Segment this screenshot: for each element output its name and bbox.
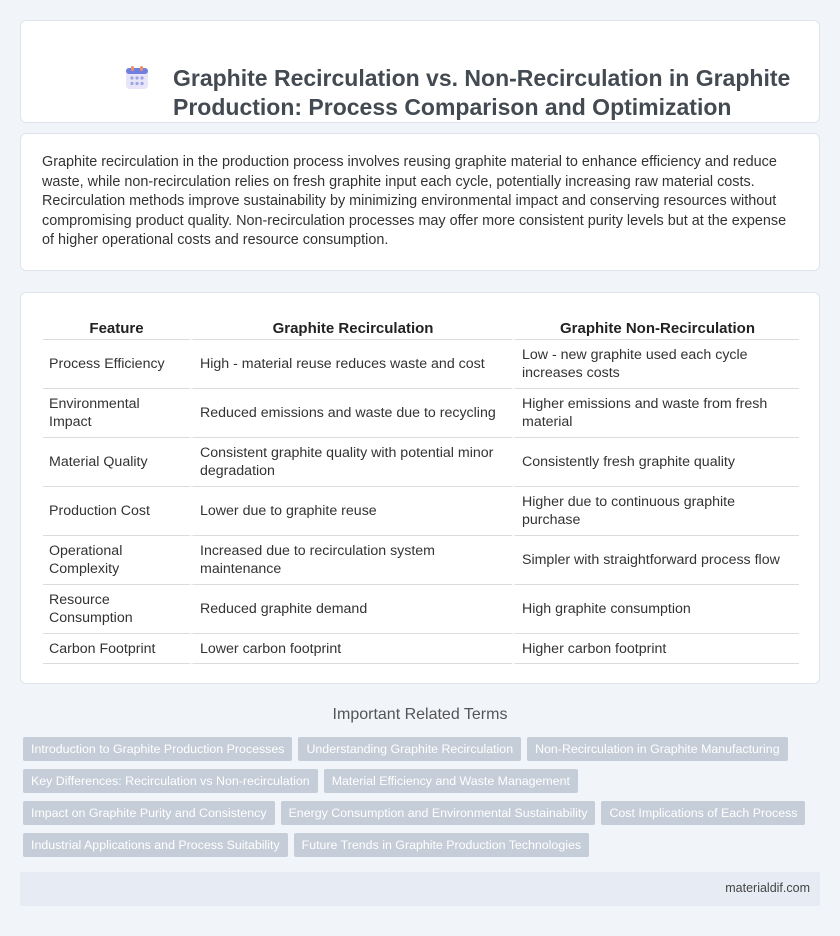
table-header-row bbox=[43, 315, 799, 340]
non-recirculation-cell: High graphite consumption bbox=[512, 585, 799, 634]
related-term-tag[interactable]: Understanding Graphite Recirculation bbox=[298, 737, 521, 761]
recirculation-cell: Reduced graphite demand bbox=[190, 585, 512, 634]
feature-cell: Material Quality bbox=[43, 438, 190, 487]
related-term-tag[interactable]: Introduction to Graphite Production Processes bbox=[23, 737, 292, 761]
table-row bbox=[43, 438, 799, 487]
table-row bbox=[43, 536, 799, 585]
feature-cell: Resource Consumption bbox=[43, 585, 190, 634]
related-term-tag[interactable]: Non-Recirculation in Graphite Manufacturing bbox=[527, 737, 788, 761]
related-term-tag[interactable]: Cost Implications of Each Process bbox=[601, 801, 805, 825]
feature-cell: Process Efficiency bbox=[43, 340, 190, 389]
site-name[interactable]: materialdif.com bbox=[725, 881, 810, 895]
feature-cell: Operational Complexity bbox=[43, 536, 190, 585]
comparison-table-card bbox=[20, 292, 820, 684]
table-row bbox=[43, 634, 799, 664]
intro-paragraph: Graphite recirculation in the production process involves reusing graphite material to enhance efficiency and reduce waste, while non-recirculation relies on fresh graphite input each cycle, potentially increasing raw material costs. Recirculation methods improve sustainability by minimizing environmental impact and conserving resources without compromising product quality. Non-recirculation processes may offer more consistent purity levels but at the expense of higher operational costs and resource consumption. bbox=[42, 154, 787, 249]
related-term-tag[interactable]: Key Differences: Recirculation vs Non-recirculation bbox=[23, 769, 318, 793]
related-term-tag[interactable]: Industrial Applications and Process Suitability bbox=[23, 833, 288, 857]
related-term-tag[interactable]: Impact on Graphite Purity and Consistency bbox=[23, 801, 275, 825]
recirculation-cell: High - material reuse reduces waste and cost bbox=[190, 340, 512, 389]
related-terms-heading: Important Related Terms bbox=[332, 706, 508, 723]
column-header-non-recirculation: Graphite Non-Recirculation bbox=[512, 315, 799, 340]
page-title: Graphite Recirculation vs. Non-Recirculation in Graphite Production: Process Comparison and Optimization bbox=[173, 65, 791, 120]
recirculation-cell: Reduced emissions and waste due to recycling bbox=[190, 389, 512, 438]
table-row bbox=[43, 585, 799, 634]
table-row bbox=[43, 340, 799, 389]
related-term-tag[interactable]: Energy Consumption and Environmental Sustainability bbox=[281, 801, 596, 825]
recirculation-cell: Increased due to recirculation system maintenance bbox=[190, 536, 512, 585]
recirculation-cell: Lower due to graphite reuse bbox=[190, 487, 512, 536]
related-term-tag[interactable]: Material Efficiency and Waste Management bbox=[324, 769, 578, 793]
non-recirculation-cell: Higher emissions and waste from fresh material bbox=[512, 389, 799, 438]
related-terms-list bbox=[23, 737, 823, 865]
intro-card bbox=[20, 133, 820, 271]
non-recirculation-cell: Higher carbon footprint bbox=[512, 634, 799, 664]
comparison-table bbox=[43, 315, 799, 664]
recirculation-cell: Lower carbon footprint bbox=[190, 634, 512, 664]
related-term-tag[interactable]: Future Trends in Graphite Production Technologies bbox=[294, 833, 589, 857]
footer bbox=[20, 872, 820, 906]
column-header-recirculation: Graphite Recirculation bbox=[190, 315, 512, 340]
column-header-feature: Feature bbox=[43, 315, 190, 340]
recirculation-cell: Consistent graphite quality with potential minor degradation bbox=[190, 438, 512, 487]
header-card bbox=[20, 20, 820, 123]
non-recirculation-cell: Higher due to continuous graphite purchase bbox=[512, 487, 799, 536]
feature-cell: Environmental Impact bbox=[43, 389, 190, 438]
feature-cell: Carbon Footprint bbox=[43, 634, 190, 664]
non-recirculation-cell: Consistently fresh graphite quality bbox=[512, 438, 799, 487]
non-recirculation-cell: Simpler with straightforward process flow bbox=[512, 536, 799, 585]
table-row bbox=[43, 487, 799, 536]
calendar-icon bbox=[124, 65, 150, 91]
non-recirculation-cell: Low - new graphite used each cycle increases costs bbox=[512, 340, 799, 389]
table-row bbox=[43, 389, 799, 438]
feature-cell: Production Cost bbox=[43, 487, 190, 536]
